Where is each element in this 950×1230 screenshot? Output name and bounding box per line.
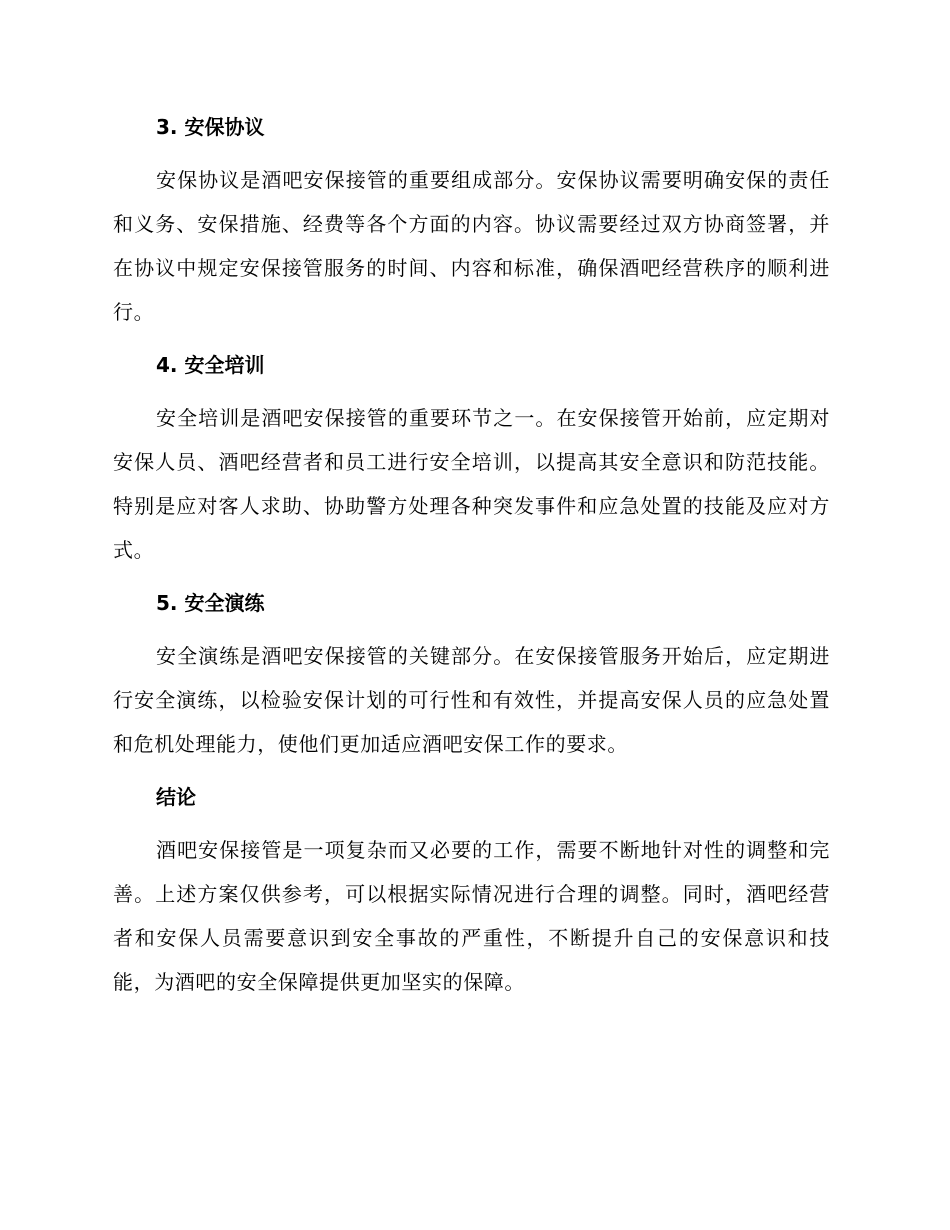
section-paragraph-safety-drill: 安全演练是酒吧安保接管的关键部分。在安保接管服务开始后，应定期进行安全演练，以检验安保计划的可行性和有效性，并提高安保人员的应急处置和危机处理能力，使他们更加适应酒吧安保工作的要求。 bbox=[113, 644, 830, 756]
section-paragraph-conclusion: 酒吧安保接管是一项复杂而又必要的工作，需要不断地针对性的调整和完善。上述方案仅供参考，可以根据实际情况进行合理的调整。同时，酒吧经营者和安保人员需要意识到安全事故的严重性，不断提升自己的安保意识和技能，为酒吧的安全保障提供更加坚实的保障。 bbox=[113, 838, 830, 994]
section-heading-security-agreement: 3. 安保协议 bbox=[156, 115, 265, 139]
section-heading-safety-training: 4. 安全培训 bbox=[156, 353, 265, 377]
section-heading-conclusion: 结论 bbox=[156, 785, 196, 809]
section-paragraph-security-agreement: 安保协议是酒吧安保接管的重要组成部分。安保协议需要明确安保的责任和义务、安保措施、经费等各个方面的内容。协议需要经过双方协商签署，并在协议中规定安保接管服务的时间、内容和标准，确保酒吧经营秩序的顺利进行。 bbox=[113, 168, 830, 324]
section-paragraph-safety-training: 安全培训是酒吧安保接管的重要环节之一。在安保接管开始前，应定期对安保人员、酒吧经营者和员工进行安全培训，以提高其安全意识和防范技能。特别是应对客人求助、协助警方处理各种突发事件和应急处置的技能及应对方式。 bbox=[113, 406, 830, 562]
section-heading-safety-drill: 5. 安全演练 bbox=[156, 591, 265, 615]
